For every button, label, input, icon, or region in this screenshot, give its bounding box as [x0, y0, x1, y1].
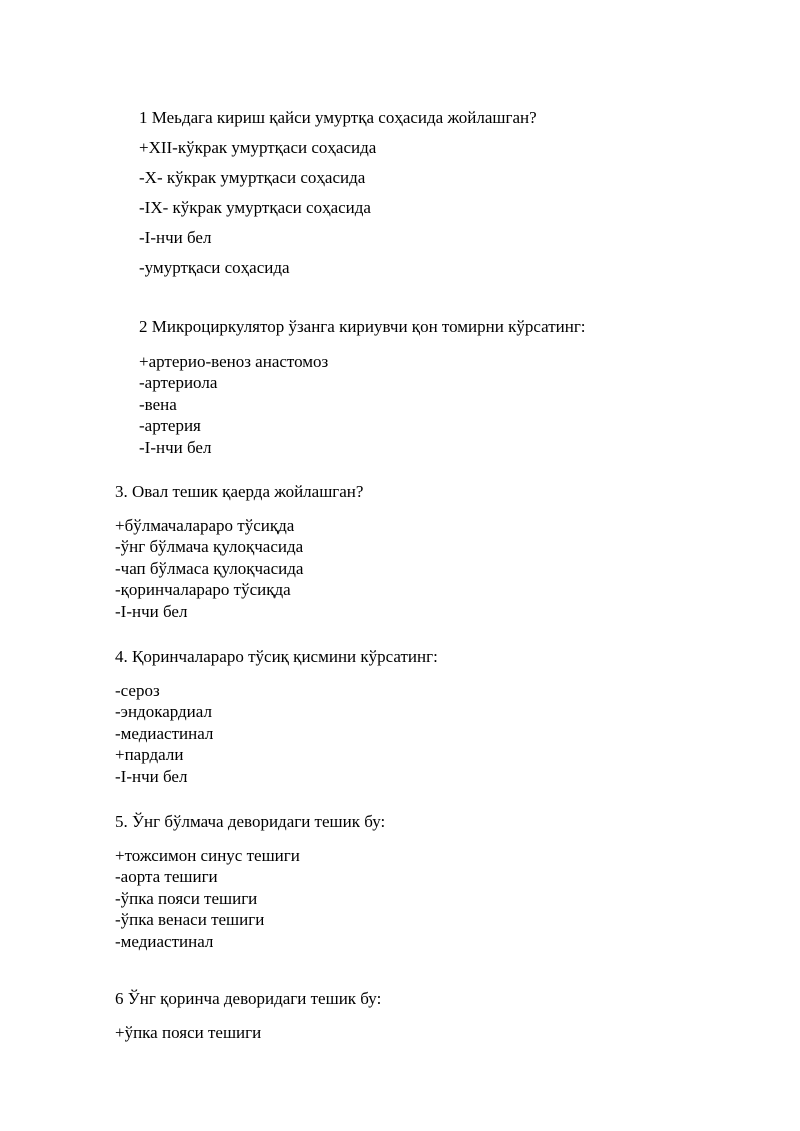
- question-1: [139, 107, 537, 287]
- answer-option: +бўлмачалараро тўсиқда: [115, 515, 295, 535]
- question-text: 1 Меьдага кириш қайси умуртқа соҳасида жойлашган?: [139, 108, 537, 127]
- answer-option: +ўпка пояси тешиги: [115, 1022, 262, 1042]
- answer-option: -вена: [139, 394, 177, 414]
- question-3: [115, 481, 363, 622]
- answer-option: -қоринчалараро тўсиқда: [115, 580, 291, 599]
- answer-option: -сероз: [115, 680, 160, 700]
- question-5: [115, 811, 385, 952]
- answer-option: -чап бўлмаса қулоқчасида: [115, 558, 304, 578]
- answer-option: -ўпка пояси тешиги: [115, 888, 258, 908]
- answer-option: -IX- кўкрак умуртқаси соҳасида: [139, 198, 371, 217]
- answer-option: -умуртқаси соҳасида: [139, 258, 290, 277]
- answer-option: -артериола: [139, 373, 218, 392]
- answer-option: +артерио-веноз анастомоз: [139, 351, 329, 371]
- answer-option: -I-нчи бел: [115, 601, 188, 621]
- question-text: 4. Қоринчалараро тўсиқ қисмини кўрсатинг:: [115, 647, 438, 666]
- question-text: 6 Ўнг қоринча деворидаги тешик бу:: [115, 989, 382, 1008]
- question-2: [139, 316, 586, 458]
- answer-option: -артерия: [139, 416, 201, 435]
- answer-option: -ўнг бўлмача қулоқчасида: [115, 537, 304, 556]
- answer-option: +пардали: [115, 745, 184, 764]
- answer-option: -медиастинал: [115, 723, 214, 743]
- question-6: [115, 988, 381, 1043]
- answer-option: -X- кўкрак умуртқаси соҳасида: [139, 168, 366, 187]
- question-text: 3. Овал тешик қаерда жойлашган?: [115, 482, 364, 501]
- answer-option: +тожсимон синус тешиги: [115, 845, 300, 865]
- question-text: 5. Ўнг бўлмача деворидаги тешик бу:: [115, 812, 386, 831]
- answer-option: +XII-кўкрак умуртқаси соҳасида: [139, 138, 377, 157]
- question-4: [115, 646, 438, 787]
- answer-option: -аорта тешиги: [115, 867, 218, 886]
- answer-option: -эндокардиал: [115, 702, 212, 721]
- answer-option: -ўпка венаси тешиги: [115, 910, 265, 929]
- question-text: 2 Микроциркулятор ўзанга кириувчи қон томирни кўрсатинг:: [139, 317, 586, 336]
- answer-option: -I-нчи бел: [139, 228, 212, 247]
- answer-option: -I-нчи бел: [115, 766, 188, 786]
- answer-option: -I-нчи бел: [139, 437, 212, 457]
- answer-option: -медиастинал: [115, 931, 214, 951]
